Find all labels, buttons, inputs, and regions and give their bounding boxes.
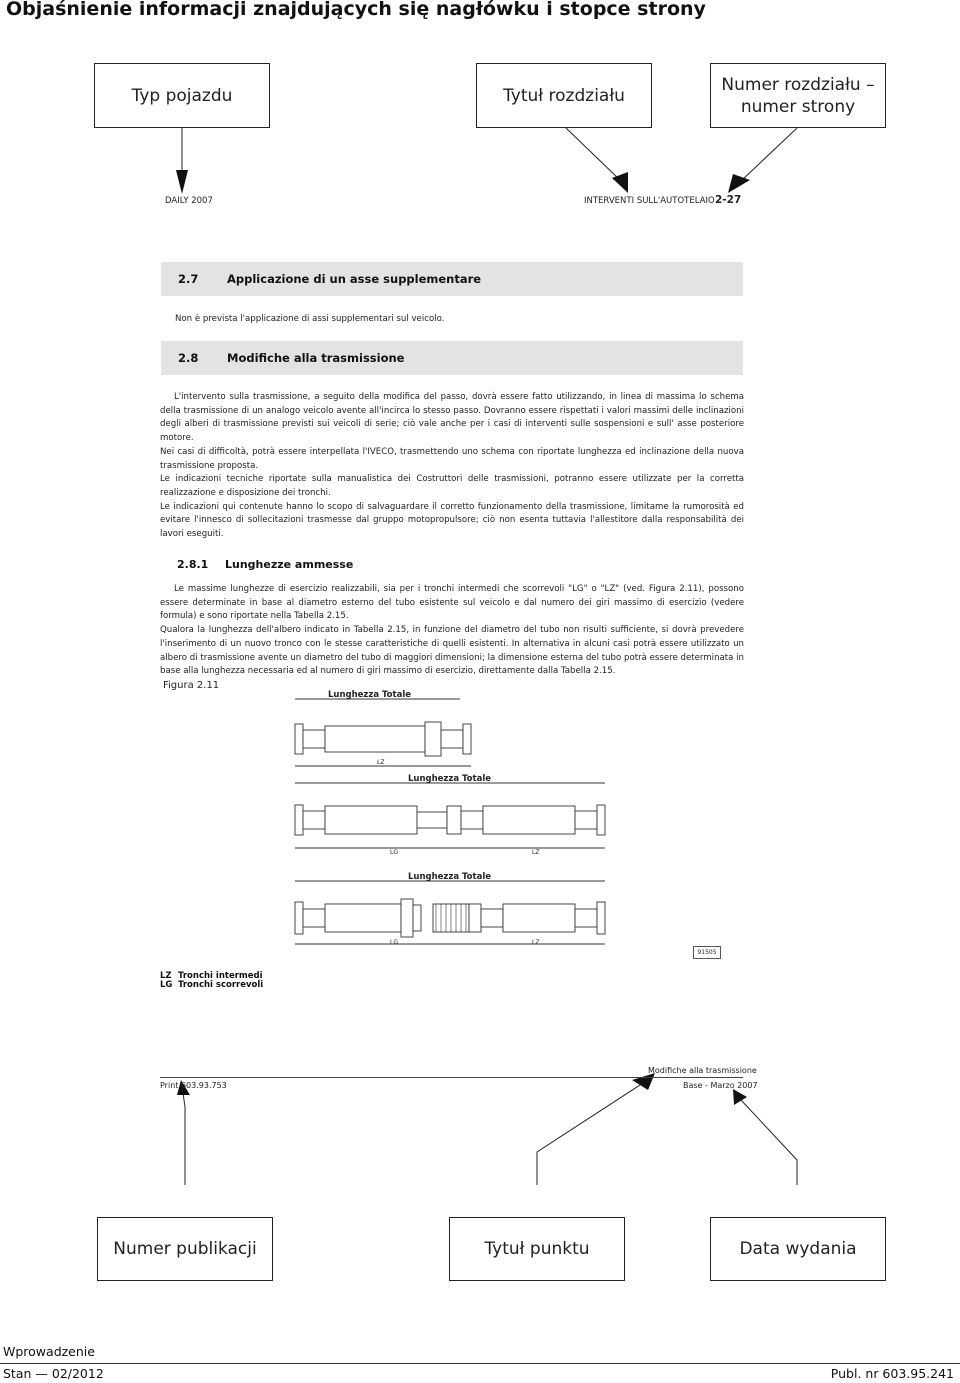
label-total-length: Lunghezza Totale [328, 690, 411, 700]
section-27-bar [161, 262, 743, 296]
callout-publication-number-label: Numer publikacji [113, 1239, 257, 1259]
flange [597, 805, 605, 835]
slip-yoke [469, 904, 481, 932]
legend-text-lz: Tronchi intermedi [178, 971, 263, 981]
sample-footer-print: Print 603.93.753 [160, 1081, 227, 1090]
sample-header-chapter-title: INTERVENTI SULL'AUTOTELAIO [584, 196, 715, 206]
footer-publication: Publ. nr 603.95.241 [830, 1366, 954, 1381]
center-bearing [417, 812, 447, 828]
arrowhead-chapter-number [728, 174, 750, 193]
callout-publication-number [97, 1217, 273, 1281]
label-total-length: Lunghezza Totale [408, 872, 491, 882]
label-lz: LZ [532, 939, 540, 946]
sample-header-vehicle: DAILY 2007 [165, 196, 213, 206]
universal-joint [461, 811, 483, 829]
arrow-line-chapter-number [741, 128, 797, 181]
flange [295, 805, 303, 835]
figure-legend [160, 972, 263, 990]
flange [463, 724, 471, 754]
figure-drive-shafts [280, 688, 620, 963]
section-281-paragraph: Qualora la lunghezza dell'albero indicato in Tabella 2.15, in funzione del diametro del tubo non risulti sufficiente, si dovrà prevedere l'inserimento di un nuovo tronco con le stesse caratteristiche di quelli esistenti. In alternativa in alcuni casi potrà essere utilizzato un albero di trasmissione avente un diametro del tubo di maggiori dimensioni; la dimensione esterna del tubo potrà essere determinata in base alla lunghezza necessaria ed al numero di giri massimo di esercizio, direttamente dalla Tabella 2.15. [160, 625, 744, 677]
shaft-tube [325, 726, 425, 752]
label-lg: LG [390, 849, 398, 856]
legend-key-lg: LG [160, 980, 173, 990]
center-bearing [401, 899, 413, 937]
flange [295, 902, 303, 934]
section-28-bar [161, 341, 743, 375]
legend-row-lg [160, 981, 263, 990]
label-lg: LG [390, 939, 398, 946]
section-281-title: Lunghezze ammesse [225, 558, 354, 571]
callout-chapter-number-line1: Numer rozdziału – [721, 74, 875, 95]
universal-joint [303, 909, 325, 927]
universal-joint [575, 811, 597, 829]
callout-chapter-title-label: Tytuł rozdziału [503, 85, 625, 106]
flange [597, 902, 605, 934]
universal-joint [303, 811, 325, 829]
callout-point-title-label: Tytuł punktu [484, 1239, 590, 1259]
section-28-title: Modifiche alla trasmissione [227, 351, 405, 365]
shaft-tube [483, 806, 575, 834]
section-28-paragraph: L'intervento sulla trasmissione, a seguito della modifica del passo, dovrà essere fatto utilizzando, in linea di massima lo schema della trasmissione di un analogo veicolo avente all'incirca lo stesso passo. Dovranno essere rispettati i valori massimi delle inclinazioni degli alberi di trasmissione previsti sui veicoli di serie; ciò vale anche per i casi di interventi sulle sospensioni e sull' asse posteriore motore. [160, 392, 744, 444]
slip-yoke [425, 722, 441, 756]
sample-footer-date: Base - Marzo 2007 [683, 1081, 758, 1090]
section-281-paragraph: Le massime lunghezze di esercizio realizzabili, sia per i tronchi intermedi che scorrevoli "LG" o "LZ" (ved. Figura 2.11), possono essere determinate in base al diametro esterno del tubo esistente sul veicolo e dal numero dei giri massimo di esercizio (vedere formula) e sono riportate nella Tabella 2.15. [160, 584, 744, 622]
section-28-paragraph: Le indicazioni tecniche riportate sulla manualistica dei Costruttori delle trasmissioni, potranno essere utilizzate per la corretta realizzazione e disposizione dei tronchi. [160, 474, 744, 498]
legend-text-lg: Tronchi scorrevoli [178, 980, 264, 990]
universal-joint [575, 909, 597, 927]
flange [295, 724, 303, 754]
section-28-body [160, 391, 744, 542]
section-28-paragraph: Le indicazioni qui contenute hanno lo scopo di salvaguardare il corretto funzionamento della trasmissione, limitame la rumorosità ed evitare l'innesco di sollecitazioni trasmesse dal gruppo motopropulsore; ciò non esenta tuttavia l'allestitore dalla responsabilità dei lavori eseguiti. [160, 501, 744, 540]
label-total-length: Lunghezza Totale [408, 774, 491, 784]
callout-point-title [449, 1217, 625, 1281]
shaft-tube [503, 904, 575, 932]
sample-footer-point-title: Modifiche alla trasmissione [648, 1066, 757, 1075]
callout-issue-date-label: Data wydania [739, 1239, 857, 1259]
sample-footer-divider [160, 1077, 743, 1078]
sample-header-page-number: 2-27 [715, 194, 742, 206]
callout-chapter-number-line2: numer strony [740, 96, 856, 117]
universal-joint [441, 730, 463, 748]
footer-status: Stan — 02/2012 [3, 1366, 104, 1381]
section-28-number: 2.8 [178, 351, 199, 365]
legend-key-lz: LZ [160, 971, 172, 981]
shaft-tube [325, 904, 401, 932]
footer-divider [0, 1363, 960, 1364]
section-281-number: 2.8.1 [177, 558, 209, 571]
section-281-body [160, 583, 744, 679]
shaft-tube [413, 905, 421, 931]
universal-joint [481, 909, 503, 927]
arrow-line-issue-date [741, 1100, 797, 1185]
arrow-line-publication-number [183, 1093, 185, 1185]
arrow-line-chapter-title [566, 128, 621, 181]
page-title: Objaśnienie informacji znajdujących się nagłówku i stopce strony [6, 0, 706, 20]
section-27-number: 2.7 [178, 272, 199, 286]
section-27-text: Non è prevista l'applicazione di assi supplementari sul veicolo. [175, 314, 445, 324]
universal-joint [303, 730, 325, 748]
slip-yoke [447, 806, 461, 834]
label-lz: LZ [377, 759, 385, 766]
label-lz: LZ [532, 849, 540, 856]
callout-vehicle-type-label: Typ pojazdu [131, 85, 233, 106]
arrow-line-point-title [537, 1085, 640, 1185]
section-27-title: Applicazione di un asse supplementare [227, 272, 482, 286]
arrowhead-vehicle-type [176, 170, 188, 194]
callout-issue-date [710, 1217, 886, 1281]
footer-section: Wprowadzenie [3, 1344, 95, 1359]
section-28-paragraph: Nei casi di difficoltà, potrà essere interpellata l'IVECO, trasmettendo uno schema con riportate lunghezza ed inclinazione della nuova trasmissione proposta. [160, 446, 744, 471]
arrowhead-issue-date [733, 1089, 747, 1105]
shaft-tube [325, 806, 417, 834]
figure-caption: Figura 2.11 [163, 680, 220, 691]
figure-code: 91505 [693, 946, 721, 959]
